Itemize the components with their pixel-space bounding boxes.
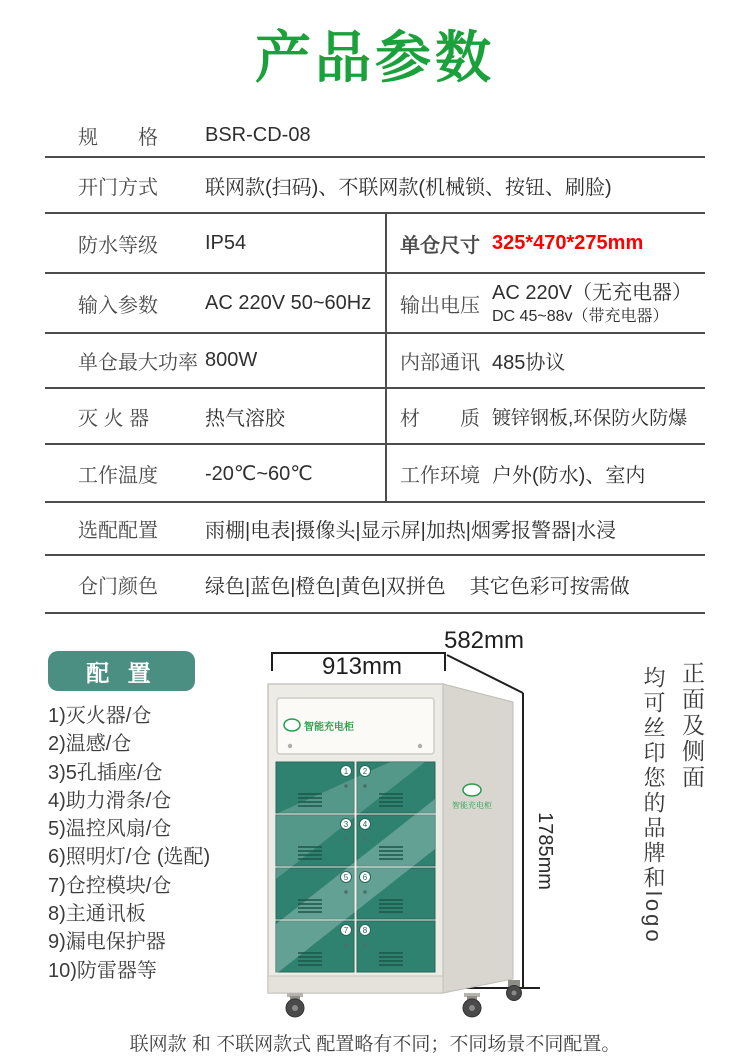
row-value: AC 220V 50~60Hz [205,291,372,314]
row-value: 485协议 [492,352,566,374]
row-label: 材 质 [400,407,480,430]
svg-text:3: 3 [343,820,349,829]
depth-dimension-label: 582mm [443,627,525,654]
row-value: -20℃~60℃ [205,462,313,485]
row-label: 防水等级 [78,234,158,257]
svg-text:6: 6 [362,873,368,882]
output-voltage-line2: DC 45~88v（带充电器） [492,307,669,325]
output-voltage-line1: AC 220V（无充电器） [492,281,693,304]
row-value [492,280,692,327]
row-value: IP54 [205,231,247,254]
row-label: 工作环境 [400,464,480,487]
row-value: 绿色|蓝色|橙色|黄色|双拼色 [205,575,446,598]
row-value: 800W [205,349,258,371]
row-label: 单仓尺寸 [400,234,480,257]
cabinet-base [268,976,443,993]
list-item: 9)漏电保护器 [48,931,166,954]
row-value: 户外(防水)、室内 [492,464,646,487]
screw-icon [418,744,422,748]
list-item: 8)主通讯板 [48,903,146,926]
svg-text:7: 7 [343,926,349,935]
spec-table [45,114,705,614]
table-row [45,445,705,503]
svg-text:4: 4 [362,820,368,829]
table-row [45,334,705,389]
list-item: 6)照明灯/仓 (选配) [48,846,211,869]
list-item: 10)防雷器等 [48,959,157,982]
row-value: BSR-CD-08 [205,123,311,146]
depth-dimension-line [447,655,523,693]
screw-icon [288,744,292,748]
table-row [45,556,705,614]
row-label: 内部通讯 [400,352,480,374]
svg-text:2: 2 [362,767,368,776]
cabinet-side-panel [443,684,513,993]
row-value: 热气溶胶 [205,407,285,430]
front-logo-text: 智能充电柜 [304,722,354,733]
vertical-note-silkprint: 均可丝印您的品牌和logo [641,666,666,945]
row-value-extra: 其它色彩可按需做 [469,575,630,598]
row-label: 仓门颜色 [78,575,158,598]
row-value: 镀锌钢板,环保防火防爆 [492,407,688,429]
table-row [45,114,705,158]
config-list [48,702,210,985]
row-label: 开门方式 [78,176,158,199]
config-badge: 配 置 [48,651,195,691]
side-logo-text: 智能充电柜 [452,801,492,810]
svg-text:1: 1 [343,767,349,776]
list-item: 7)仓控模块/仓 [48,874,172,897]
table-row [45,274,705,334]
table-row [45,503,705,556]
svg-text:8: 8 [362,926,368,935]
page-title: 产品参数 [255,26,495,89]
row-value: 联网款(扫码)、不联网款(机械锁、按钮、刷脸) [205,176,612,199]
svg-text:5: 5 [343,873,349,882]
list-item: 5)温控风扇/仓 [48,818,172,841]
config-area [0,614,750,1023]
list-item: 3)5孔插座/仓 [48,761,163,784]
compartment-size-value: 325*470*275mm [492,231,644,254]
row-label: 灭 火 器 [78,407,150,430]
vertical-note-front-side: 正面及侧面 [679,661,705,791]
table-row [45,389,705,445]
row-label: 选配配置 [78,520,158,542]
side-logo-icon [463,784,481,796]
row-label: 工作温度 [78,464,158,487]
footnote: 联网款 和 不联网款式 配置略有不同；不同场景不同配置。 [129,1034,621,1055]
product-image [240,624,570,1022]
width-dimension-label: 913mm [321,653,403,680]
list-item: 4)助力滑条/仓 [48,789,172,812]
row-label: 单仓最大功率 [78,352,198,374]
brand-logo-icon [284,719,300,731]
row-value: 雨棚|电表|摄像头|显示屏|加热|烟雾报警器|水浸 [205,520,617,542]
table-row [45,158,705,214]
row-label: 输入参数 [78,294,158,317]
height-dimension-label: 1785mm [534,812,556,890]
row-label: 输出电压 [400,294,480,317]
list-item: 2)温感/仓 [48,733,132,756]
row-label: 规 格 [78,126,158,149]
page-header [0,0,750,108]
list-item: 1)灭火器/仓 [48,705,152,727]
table-row [45,214,705,274]
